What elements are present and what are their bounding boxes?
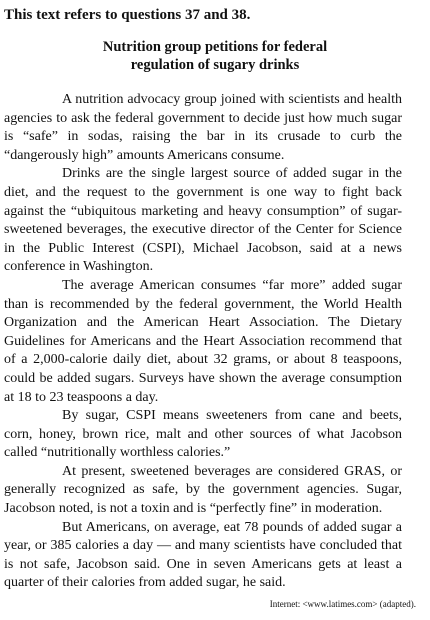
paragraph-4: By sugar, CSPI means sweeteners from cane and beets, corn, honey, brown rice, malt and other sources of what Jacobson called “nutritionally worthless calories.” — [4, 408, 402, 461]
question-reference: This text refers to questions 37 and 38. — [4, 7, 251, 23]
article-title-line-2: regulation of sugary drinks — [130, 57, 300, 73]
article-title — [0, 38, 430, 74]
paragraph-6: But Americans, on average, eat 78 pounds of added sugar a year, or 385 calories a day — and many scientists have concluded that is not safe, Jacobson said. One in seven Americans gets at least a quarter of their calories from added sugar, he said. — [4, 519, 402, 591]
paragraph-3: The average American consumes “far more” added sugar than is recommended by the federal government, the World Health Organization and the American Heart Association. The Dietary Guidelines for Americans and the Heart Association recommend that of a 2,000-calorie daily diet, about 32 grams, or about 8 teaspoons, could be added sugars. Surveys have shown the average consumption at 18 to 23 teaspoons a day. — [4, 277, 402, 405]
source-citation: Internet: <www.latimes.com> (adapted). — [269, 599, 416, 609]
article-title-line-1: Nutrition group petitions for federal — [102, 39, 328, 55]
article-body — [4, 91, 402, 593]
paragraph-5: At present, sweetened beverages are considered GRAS, or generally recognized as safe, by the government agencies. Sugar, Jacobson noted, is not a toxin and is “perfectly fine” in moderation. — [4, 463, 402, 517]
paragraph-2: Drinks are the single largest source of added sugar in the diet, and the request to the government is one way to fight back against the “ubiquitous marketing and heavy consumption” of sugar-sweetened beverages, the executive director of the Center for Science in the Public Interest (CSPI), Michael Jacobson, said at a news conference in Washington. — [4, 166, 402, 275]
paragraph-1: A nutrition advocacy group joined with scientists and health agencies to ask the federal government to decide just how much sugar is “safe” in sodas, raising the bar in its crusade to curb the “dangerously high” amounts Americans consume. — [4, 92, 402, 163]
